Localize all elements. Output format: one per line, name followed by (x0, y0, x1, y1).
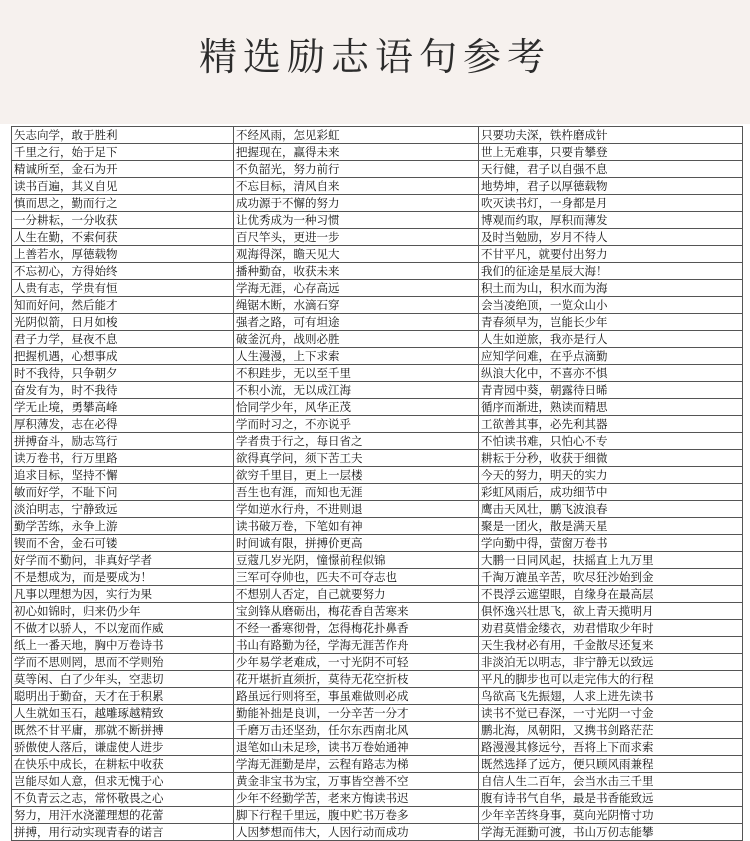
table-row (12, 127, 743, 144)
quote-cell: 循序而渐进，熟读而精思 (479, 399, 743, 416)
quote-cell: 书山有路勤为径，学海无涯苦作舟 (234, 637, 479, 654)
quote-cell: 耕耘于分秒，收获于细微 (479, 450, 743, 467)
quote-cell: 初心如锦时，归来仍少年 (12, 603, 234, 620)
quote-cell: 路虽远行则将至，事虽难做则必成 (234, 688, 479, 705)
quote-cell: 不积跬步，无以至千里 (234, 365, 479, 382)
table-row (12, 263, 743, 280)
quote-cell: 精诚所至，金石为开 (12, 161, 234, 178)
quote-cell: 少年易学老难成，一寸光阴不可轻 (234, 654, 479, 671)
quote-cell: 地势坤，君子以厚德载物 (479, 178, 743, 195)
table-row (12, 416, 743, 433)
quote-cell: 不积小流，无以成江海 (234, 382, 479, 399)
quote-cell: 不忘初心，方得始终 (12, 263, 234, 280)
quote-cell: 学而不思则罔，思而不学则殆 (12, 654, 234, 671)
quote-cell: 路漫漫其修远兮，吾将上下而求索 (479, 739, 743, 756)
quote-cell: 百尺竿头，更进一步 (234, 229, 479, 246)
table-row (12, 212, 743, 229)
quote-cell: 观海得深，瞻天见大 (234, 246, 479, 263)
table-row (12, 331, 743, 348)
quote-cell: 腹有诗书气自华，最是书香能致远 (479, 790, 743, 807)
quote-cell: 非淡泊无以明志，非宁静无以致远 (479, 654, 743, 671)
quote-cell: 世上无难事，只要肯攀登 (479, 144, 743, 161)
quote-cell: 天行健，君子以自强不息 (479, 161, 743, 178)
quote-cell: 千淘万漉虽辛苦，吹尽狂沙始到金 (479, 569, 743, 586)
quote-cell: 天生我材必有用，千金散尽还复来 (479, 637, 743, 654)
quote-cell: 不经一番寒彻骨，怎得梅花扑鼻香 (234, 620, 479, 637)
table-row (12, 569, 743, 586)
quote-cell: 读书不觉已春深，一寸光阴一寸金 (479, 705, 743, 722)
quote-cell: 不负青云之志，常怀敬畏之心 (12, 790, 234, 807)
quote-cell: 莫等闲、白了少年头，空悲切 (12, 671, 234, 688)
quote-cell: 读书百遍，其义自见 (12, 178, 234, 195)
quote-cell: 工欲善其事，必先利其器 (479, 416, 743, 433)
quote-cell: 鸟欲高飞先振翅，人求上进先读书 (479, 688, 743, 705)
quote-cell: 学海无涯勤是岸，云程有路志为梯 (234, 756, 479, 773)
quote-cell: 学而时习之，不亦说乎 (234, 416, 479, 433)
quotes-table (11, 126, 743, 841)
table-row (12, 348, 743, 365)
quote-cell: 黄金非宝书为宝，万事皆空善不空 (234, 773, 479, 790)
quote-cell: 劝君莫惜金缕衣，劝君惜取少年时 (479, 620, 743, 637)
table-row (12, 246, 743, 263)
quote-cell: 不想别人否定，自己就要努力 (234, 586, 479, 603)
quote-cell: 今天的努力，明天的实力 (479, 467, 743, 484)
table-row (12, 144, 743, 161)
quote-cell: 凡事以理想为因，实行为果 (12, 586, 234, 603)
quote-cell: 只要功夫深，铁杵磨成针 (479, 127, 743, 144)
table-row (12, 280, 743, 297)
quote-cell: 不经风雨，怎见彩虹 (234, 127, 479, 144)
quote-cell: 千里之行，始于足下 (12, 144, 234, 161)
quote-cell: 博观而约取，厚积而薄发 (479, 212, 743, 229)
quote-cell: 彩虹风雨后，成功细节中 (479, 484, 743, 501)
quote-cell: 花开堪折直须折，莫待无花空折枝 (234, 671, 479, 688)
table-row (12, 161, 743, 178)
quote-cell: 锲而不舍，金石可镂 (12, 535, 234, 552)
quote-cell: 敏而好学，不耻下问 (12, 484, 234, 501)
table-row (12, 688, 743, 705)
table-row (12, 501, 743, 518)
quote-cell: 大鹏一日同风起，扶摇直上九万里 (479, 552, 743, 569)
quote-cell: 把握现在，赢得未来 (234, 144, 479, 161)
quote-cell: 君子力学，昼夜不息 (12, 331, 234, 348)
quote-cell: 拼搏，用行动实现青春的诺言 (12, 824, 234, 841)
quote-cell: 千磨万击还坚劲，任尔东西南北风 (234, 722, 479, 739)
quote-cell: 矢志向学，敢于胜利 (12, 127, 234, 144)
table-row (12, 365, 743, 382)
quote-cell: 人生在勤，不索何获 (12, 229, 234, 246)
table-row (12, 620, 743, 637)
quote-cell: 及时当勉励，岁月不待人 (479, 229, 743, 246)
quote-cell: 拼搏奋斗，励志笃行 (12, 433, 234, 450)
quote-cell: 时间诚有限，拼搏价更高 (234, 535, 479, 552)
table-row (12, 824, 743, 841)
quote-cell: 人生漫漫，上下求索 (234, 348, 479, 365)
quote-cell: 人贵有志，学贵有恒 (12, 280, 234, 297)
table-row (12, 773, 743, 790)
quote-cell: 人生如逆旅，我亦是行人 (479, 331, 743, 348)
quote-cell: 一分耕耘，一分收获 (12, 212, 234, 229)
quote-cell: 学向勤中得，萤窗万卷书 (479, 535, 743, 552)
quote-cell: 纸上一番天地，胸中万卷诗书 (12, 637, 234, 654)
quote-cell: 脚下行程千里远，腹中贮书万卷多 (234, 807, 479, 824)
quote-cell: 破釜沉舟，战则必胜 (234, 331, 479, 348)
quote-cell: 鹏北海，凤朝阳，又携书剑路茫茫 (479, 722, 743, 739)
quote-cell: 既然不甘平庸，那就不断拼搏 (12, 722, 234, 739)
quote-cell: 应知学问难，在乎点滴勤 (479, 348, 743, 365)
quote-cell: 自信人生二百年，会当水击三千里 (479, 773, 743, 790)
table-row (12, 739, 743, 756)
quote-cell: 三军可夺帅也，匹夫不可夺志也 (234, 569, 479, 586)
quote-cell: 学海无涯勤可渡，书山万仞志能攀 (479, 824, 743, 841)
quote-cell: 上善若水，厚德载物 (12, 246, 234, 263)
quote-cell: 欲得真学问，须下苦工夫 (234, 450, 479, 467)
table-row (12, 807, 743, 824)
quote-cell: 退笔如山未足珍，读书万卷始通神 (234, 739, 479, 756)
quote-cell: 平凡的脚步也可以走完伟大的行程 (479, 671, 743, 688)
quote-cell: 我们的征途是星辰大海！ (479, 263, 743, 280)
quote-cell: 勤能补拙是良训，一分辛苦一分才 (234, 705, 479, 722)
quote-cell: 不畏浮云遮望眼，自缘身在最高层 (479, 586, 743, 603)
quote-cell: 慎而思之，勤而行之 (12, 195, 234, 212)
table-row (12, 603, 743, 620)
quote-cell: 绳锯木断，水滴石穿 (234, 297, 479, 314)
quote-cell: 聚是一团火，散是满天星 (479, 518, 743, 535)
quote-cell: 不做才以骄人，不以宠而作威 (12, 620, 234, 637)
quote-cell: 不甘平凡，就要付出努力 (479, 246, 743, 263)
quote-cell: 学海无涯，心存高远 (234, 280, 479, 297)
table-row (12, 297, 743, 314)
quote-cell: 会当凌绝顶，一览众山小 (479, 297, 743, 314)
table-row (12, 484, 743, 501)
quote-cell: 欲穷千里目，更上一层楼 (234, 467, 479, 484)
quote-cell: 青青园中葵，朝露待日晞 (479, 382, 743, 399)
quote-cell: 勤学苦练，永争上游 (12, 518, 234, 535)
quote-cell: 少年不经勤学苦，老来方悔读书迟 (234, 790, 479, 807)
quote-cell: 骄傲使人落后，谦虚使人进步 (12, 739, 234, 756)
table-row (12, 450, 743, 467)
quote-cell: 光阴似箭，日月如梭 (12, 314, 234, 331)
quote-cell: 鹰击天风壮，鹏飞波浪春 (479, 501, 743, 518)
quote-cell: 知而好问，然后能才 (12, 297, 234, 314)
table-row (12, 756, 743, 773)
table-row (12, 586, 743, 603)
quote-cell: 成功源于不懈的努力 (234, 195, 479, 212)
quote-cell: 吾生也有涯，而知也无涯 (234, 484, 479, 501)
quote-cell: 读书破万卷，下笔如有神 (234, 518, 479, 535)
quote-cell: 人生就如玉石，越雕琢越精致 (12, 705, 234, 722)
quote-cell: 不怕读书难，只怕心不专 (479, 433, 743, 450)
table-row (12, 552, 743, 569)
quote-cell: 人因梦想而伟大，人因行动而成功 (234, 824, 479, 841)
quote-cell: 宝剑锋从磨砺出，梅花香自苦寒来 (234, 603, 479, 620)
page-title: 精选励志语句参考 (198, 35, 551, 79)
quote-cell: 既然选择了远方，便只顾风雨兼程 (479, 756, 743, 773)
quote-cell: 好学而不勤问，非真好学者 (12, 552, 234, 569)
quote-cell: 把握机遇，心想事成 (12, 348, 234, 365)
table-row (12, 790, 743, 807)
quote-cell: 让优秀成为一种习惯 (234, 212, 479, 229)
quote-cell: 纵浪大化中，不喜亦不惧 (479, 365, 743, 382)
table-row (12, 229, 743, 246)
quote-cell: 强者之路，可有坦途 (234, 314, 479, 331)
quotes-table-container (11, 126, 742, 841)
quote-cell: 不忘目标，清风自来 (234, 178, 479, 195)
quote-cell: 淡泊明志，宁静致远 (12, 501, 234, 518)
quote-cell: 学无止境，勇攀高峰 (12, 399, 234, 416)
quote-cell: 不负韶光，努力前行 (234, 161, 479, 178)
table-row (12, 178, 743, 195)
table-row (12, 722, 743, 739)
quote-cell: 俱怀逸兴壮思飞，欲上青天揽明月 (479, 603, 743, 620)
quote-cell: 恰同学少年，风华正茂 (234, 399, 479, 416)
quote-cell: 追求目标，坚持不懈 (12, 467, 234, 484)
table-row (12, 399, 743, 416)
quote-cell: 豆蔻几岁光阴，憧憬前程似锦 (234, 552, 479, 569)
quote-cell: 青春须早为，岂能长少年 (479, 314, 743, 331)
quote-cell: 少年辛苦终身事，莫向光阴惰寸功 (479, 807, 743, 824)
table-row (12, 671, 743, 688)
table-row (12, 705, 743, 722)
quote-cell: 播种勤奋，收获未来 (234, 263, 479, 280)
quote-cell: 学者贵于行之，每日省之 (234, 433, 479, 450)
quote-cell: 读万卷书，行万里路 (12, 450, 234, 467)
quotes-table-body (12, 127, 743, 841)
quote-cell: 不是想成为，而是要成为！ (12, 569, 234, 586)
quote-cell: 在快乐中成长，在耕耘中收获 (12, 756, 234, 773)
quote-cell: 时不我待，只争朝夕 (12, 365, 234, 382)
table-row (12, 518, 743, 535)
quote-cell: 奋发有为，时不我待 (12, 382, 234, 399)
table-row (12, 467, 743, 484)
quote-cell: 岂能尽如人意，但求无愧于心 (12, 773, 234, 790)
table-row (12, 433, 743, 450)
table-row (12, 314, 743, 331)
table-row (12, 535, 743, 552)
quote-cell: 吹灭读书灯，一身都是月 (479, 195, 743, 212)
quote-cell: 厚积薄发，志在必得 (12, 416, 234, 433)
table-row (12, 382, 743, 399)
quote-cell: 积土而为山，积水而为海 (479, 280, 743, 297)
quote-cell: 努力，用汗水浇灌理想的花蕾 (12, 807, 234, 824)
table-row (12, 654, 743, 671)
table-row (12, 637, 743, 654)
quote-cell: 聪明出于勤奋，天才在于积累 (12, 688, 234, 705)
quote-cell: 学如逆水行舟，不进则退 (234, 501, 479, 518)
table-row (12, 195, 743, 212)
